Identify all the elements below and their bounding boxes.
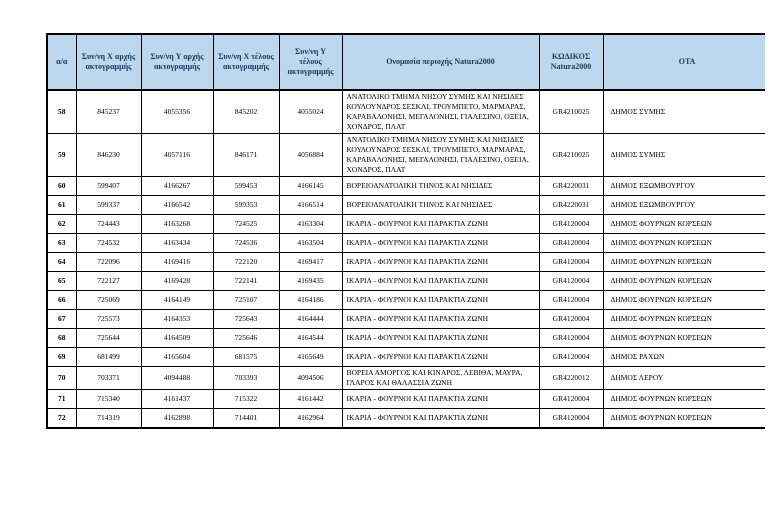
cell-index: 66 [47,291,76,310]
cell-index: 58 [47,90,76,134]
cell-natura-name: ΑΝΑΤΟΛΙΚΟ ΤΜΗΜΑ ΝΗΣΟΥ ΣΥΜΗΣ ΚΑΙ ΝΗΣΙΔΕΣ ΚΟΥΛΟΥΝΔΡΟΣ ΣΕΣΚΛΙ, ΤΡΟΥΜΠΕΤΟ, ΜΑΡΜΑΡΑΣ, ΚΑΡΑΒΑΛΟΝΗΣΙ, ΜΕΓΑΛΟΝΗΣΙ, ΓΙΑΛΕΣΙΝΟ, ΟΞΕΙΑ, ΧΟΝΔΡΟΣ, ΠΛΑΤ [342,90,539,134]
table-row [47,348,765,367]
header-y-start: Συν/νη Y αρχής ακτογραμμής [141,34,213,90]
header-x-start: Συν/νη X αρχής ακτογραμμής [76,34,141,90]
cell-y-start: 4164509 [141,329,213,348]
cell-x-end: 599353 [213,196,279,215]
table-row [47,291,765,310]
cell-x-start: 725069 [76,291,141,310]
cell-x-start: 715340 [76,390,141,409]
cell-x-start: 681499 [76,348,141,367]
cell-ota: ΔΗΜΟΣ ΣΥΜΗΣ [603,90,765,134]
cell-ota: ΔΗΜΟΣ ΕΞΩΜΒΟΥΡΓΟΥ [603,196,765,215]
cell-x-end: 703393 [213,367,279,390]
cell-natura-name: ΒΟΡΕΙΟΑΝΑΤΟΛΙΚΗ ΤΗΝΟΣ ΚΑΙ ΝΗΣΙΔΕΣ [342,177,539,196]
cell-y-start: 4057116 [141,134,213,177]
cell-index: 61 [47,196,76,215]
table-row [47,90,765,134]
cell-x-end: 846171 [213,134,279,177]
cell-index: 72 [47,409,76,429]
cell-x-start: 722096 [76,253,141,272]
cell-y-end: 4164544 [279,329,342,348]
cell-index: 67 [47,310,76,329]
cell-x-start: 722127 [76,272,141,291]
cell-natura-name: ΙΚΑΡΙΑ - ΦΟΥΡΝΟΙ ΚΑΙ ΠΑΡΑΚΤΙΑ ΖΩΝΗ [342,253,539,272]
cell-x-end: 722120 [213,253,279,272]
cell-x-start: 724443 [76,215,141,234]
cell-natura-name: ΙΚΑΡΙΑ - ΦΟΥΡΝΟΙ ΚΑΙ ΠΑΡΑΚΤΙΑ ΖΩΝΗ [342,390,539,409]
header-x-end: Συν/νη X τέλους ακτογραμμής [213,34,279,90]
cell-ota: ΔΗΜΟΣ ΦΟΥΡΝΩΝ ΚΟΡΣΕΩΝ [603,272,765,291]
cell-index: 63 [47,234,76,253]
cell-x-end: 681575 [213,348,279,367]
cell-ota: ΔΗΜΟΣ ΡΑΧΩΝ [603,348,765,367]
cell-index: 68 [47,329,76,348]
cell-x-start: 845237 [76,90,141,134]
cell-ota: ΔΗΜΟΣ ΦΟΥΡΝΩΝ ΚΟΡΣΕΩΝ [603,329,765,348]
cell-y-start: 4162898 [141,409,213,429]
table-row [47,196,765,215]
natura2000-coastline-table [46,33,765,429]
cell-natura-code: GR4120004 [539,409,603,429]
cell-y-end: 4164186 [279,291,342,310]
table-header [47,34,765,90]
cell-y-end: 4056884 [279,134,342,177]
cell-x-end: 722141 [213,272,279,291]
cell-x-end: 725646 [213,329,279,348]
cell-ota: ΔΗΜΟΣ ΦΟΥΡΝΩΝ ΚΟΡΣΕΩΝ [603,215,765,234]
table-row [47,329,765,348]
cell-y-start: 4163434 [141,234,213,253]
cell-index: 71 [47,390,76,409]
table-body [47,90,765,428]
cell-x-start: 703371 [76,367,141,390]
cell-index: 65 [47,272,76,291]
table-row [47,253,765,272]
cell-y-start: 4164149 [141,291,213,310]
cell-y-end: 4163504 [279,234,342,253]
cell-y-start: 4166542 [141,196,213,215]
table-row [47,390,765,409]
cell-natura-name: ΙΚΑΡΙΑ - ΦΟΥΡΝΟΙ ΚΑΙ ΠΑΡΑΚΤΙΑ ΖΩΝΗ [342,310,539,329]
cell-y-end: 4169435 [279,272,342,291]
cell-y-end: 4094506 [279,367,342,390]
cell-y-start: 4164353 [141,310,213,329]
cell-x-end: 845202 [213,90,279,134]
table-row [47,272,765,291]
cell-ota: ΔΗΜΟΣ ΛΕΡΟΥ [603,367,765,390]
cell-x-end: 725107 [213,291,279,310]
cell-index: 60 [47,177,76,196]
cell-natura-name: ΙΚΑΡΙΑ - ΦΟΥΡΝΟΙ ΚΑΙ ΠΑΡΑΚΤΙΑ ΖΩΝΗ [342,234,539,253]
cell-natura-name: ΙΚΑΡΙΑ - ΦΟΥΡΝΟΙ ΚΑΙ ΠΑΡΑΚΤΙΑ ΖΩΝΗ [342,329,539,348]
header-aa: α/α [47,34,76,90]
cell-index: 70 [47,367,76,390]
cell-natura-code: GR4120004 [539,234,603,253]
table-row [47,177,765,196]
cell-natura-name: ΙΚΑΡΙΑ - ΦΟΥΡΝΟΙ ΚΑΙ ΠΑΡΑΚΤΙΑ ΖΩΝΗ [342,409,539,429]
cell-natura-code: GR4220031 [539,177,603,196]
cell-index: 62 [47,215,76,234]
cell-y-end: 4163304 [279,215,342,234]
cell-index: 69 [47,348,76,367]
cell-x-start: 714319 [76,409,141,429]
cell-x-end: 725643 [213,310,279,329]
cell-natura-name: ΒΟΡΕΙΟΑΝΑΤΟΛΙΚΗ ΤΗΝΟΣ ΚΑΙ ΝΗΣΙΔΕΣ [342,196,539,215]
cell-y-end: 4162964 [279,409,342,429]
cell-y-start: 4161437 [141,390,213,409]
cell-y-start: 4094488 [141,367,213,390]
cell-x-end: 724536 [213,234,279,253]
natura2000-table-container [46,33,765,429]
cell-natura-code: GR4220012 [539,367,603,390]
cell-y-start: 4169428 [141,272,213,291]
cell-ota: ΔΗΜΟΣ ΦΟΥΡΝΩΝ ΚΟΡΣΕΩΝ [603,390,765,409]
cell-natura-code: GR4120004 [539,310,603,329]
cell-x-start: 725573 [76,310,141,329]
header-row [47,34,765,90]
cell-y-start: 4055356 [141,90,213,134]
cell-ota: ΔΗΜΟΣ ΦΟΥΡΝΩΝ ΚΟΡΣΕΩΝ [603,409,765,429]
cell-natura-code: GR4210025 [539,134,603,177]
table-row [47,409,765,429]
cell-natura-name: ΒΟΡΕΙΑ ΑΜΟΡΓΟΣ ΚΑΙ ΚΙΝΑΡΟΣ, ΛΕΒΙΘΑ, ΜΑΥΡΑ, ΓΛΑΡΟΣ ΚΑΙ ΘΑΛΑΣΣΙΑ ΖΩΝΗ [342,367,539,390]
cell-natura-code: GR4120004 [539,272,603,291]
cell-ota: ΔΗΜΟΣ ΦΟΥΡΝΩΝ ΚΟΡΣΕΩΝ [603,310,765,329]
cell-x-end: 714401 [213,409,279,429]
cell-y-end: 4055024 [279,90,342,134]
cell-y-end: 4166514 [279,196,342,215]
cell-natura-code: GR4210025 [539,90,603,134]
cell-y-start: 4163268 [141,215,213,234]
cell-natura-name: ΙΚΑΡΙΑ - ΦΟΥΡΝΟΙ ΚΑΙ ΠΑΡΑΚΤΙΑ ΖΩΝΗ [342,348,539,367]
header-natura-name: Ονομασία περιοχής Natura2000 [342,34,539,90]
cell-x-start: 725644 [76,329,141,348]
cell-ota: ΔΗΜΟΣ ΣΥΜΗΣ [603,134,765,177]
cell-x-start: 846230 [76,134,141,177]
header-y-end: Συν/νη Y τέλους ακτογραμμής [279,34,342,90]
table-row [47,367,765,390]
cell-ota: ΔΗΜΟΣ ΕΞΩΜΒΟΥΡΓΟΥ [603,177,765,196]
cell-natura-name: ΙΚΑΡΙΑ - ΦΟΥΡΝΟΙ ΚΑΙ ΠΑΡΑΚΤΙΑ ΖΩΝΗ [342,272,539,291]
cell-y-end: 4166145 [279,177,342,196]
table-row [47,215,765,234]
cell-ota: ΔΗΜΟΣ ΦΟΥΡΝΩΝ ΚΟΡΣΕΩΝ [603,234,765,253]
cell-index: 59 [47,134,76,177]
cell-natura-code: GR4120004 [539,215,603,234]
cell-y-start: 4169416 [141,253,213,272]
cell-y-end: 4169417 [279,253,342,272]
cell-ota: ΔΗΜΟΣ ΦΟΥΡΝΩΝ ΚΟΡΣΕΩΝ [603,291,765,310]
cell-natura-code: GR4120004 [539,329,603,348]
cell-natura-code: GR4120004 [539,390,603,409]
cell-natura-code: GR4220031 [539,196,603,215]
cell-x-start: 599337 [76,196,141,215]
cell-y-end: 4161442 [279,390,342,409]
cell-natura-name: ΙΚΑΡΙΑ - ΦΟΥΡΝΟΙ ΚΑΙ ΠΑΡΑΚΤΙΑ ΖΩΝΗ [342,291,539,310]
table-row [47,134,765,177]
cell-natura-code: GR4120004 [539,291,603,310]
cell-y-end: 4164444 [279,310,342,329]
cell-y-start: 4165604 [141,348,213,367]
header-ota: ΟΤΑ [603,34,765,90]
cell-natura-code: GR4120004 [539,348,603,367]
cell-natura-name: ΑΝΑΤΟΛΙΚΟ ΤΜΗΜΑ ΝΗΣΟΥ ΣΥΜΗΣ ΚΑΙ ΝΗΣΙΔΕΣ ΚΟΥΛΟΥΝΔΡΟΣ ΣΕΣΚΛΙ, ΤΡΟΥΜΠΕΤΟ, ΜΑΡΜΑΡΑΣ, ΚΑΡΑΒΑΛΟΝΗΣΙ, ΜΕΓΑΛΟΝΗΣΙ, ΓΙΑΛΕΣΙΝΟ, ΟΞΕΙΑ, ΧΟΝΔΡΟΣ, ΠΛΑΤ [342,134,539,177]
cell-natura-name: ΙΚΑΡΙΑ - ΦΟΥΡΝΟΙ ΚΑΙ ΠΑΡΑΚΤΙΑ ΖΩΝΗ [342,215,539,234]
cell-y-end: 4165649 [279,348,342,367]
cell-y-start: 4166267 [141,177,213,196]
cell-x-start: 724532 [76,234,141,253]
cell-x-end: 715322 [213,390,279,409]
table-row [47,234,765,253]
cell-x-start: 599407 [76,177,141,196]
cell-x-end: 724525 [213,215,279,234]
cell-ota: ΔΗΜΟΣ ΦΟΥΡΝΩΝ ΚΟΡΣΕΩΝ [603,253,765,272]
cell-x-end: 599453 [213,177,279,196]
cell-natura-code: GR4120004 [539,253,603,272]
header-natura-code: ΚΩΔΙΚΟΣ Natura2000 [539,34,603,90]
table-row [47,310,765,329]
cell-index: 64 [47,253,76,272]
